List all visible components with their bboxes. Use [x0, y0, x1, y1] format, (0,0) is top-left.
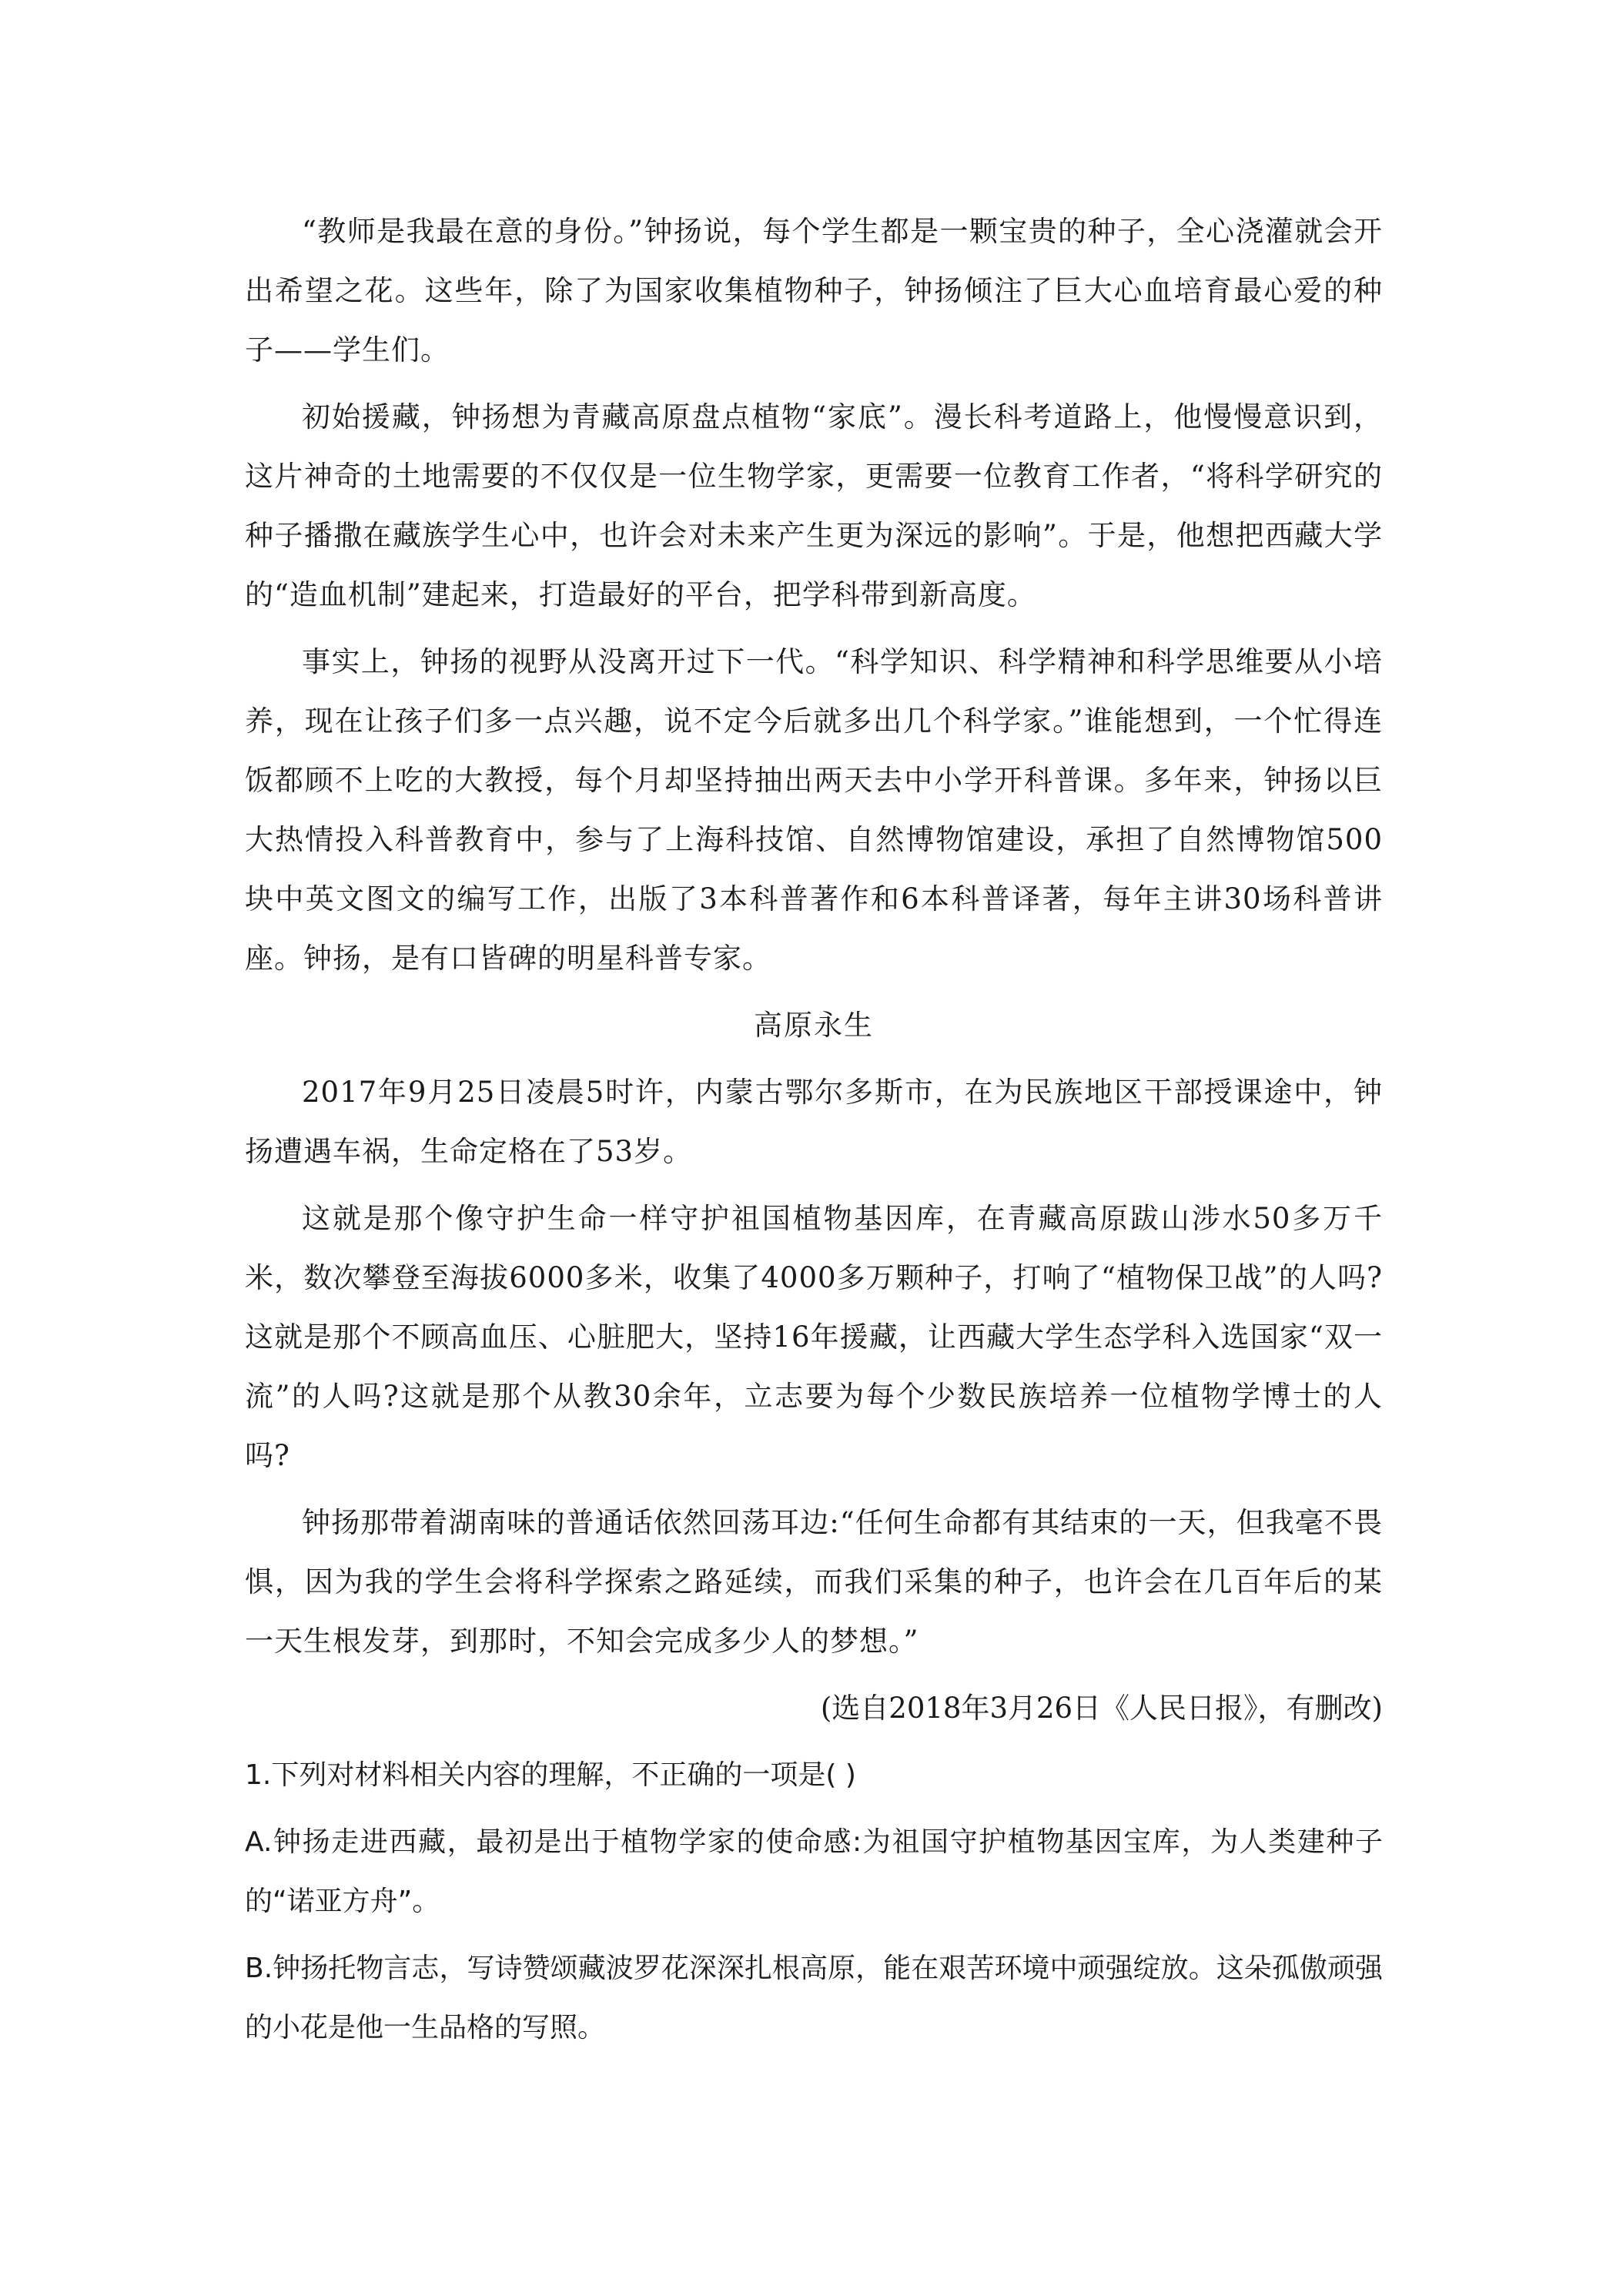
- section-heading: 高原永生: [754, 1009, 874, 1042]
- paragraph-accident: 2017年9月25日凌晨5时许，内蒙古鄂尔多斯市，在为民族地区干部授课途中，钟扬遭遇车祸，生命定格在了53岁。: [245, 1076, 1383, 1168]
- paragraph-quote: 钟扬那带着湖南味的普通话依然回荡耳边:“任何生命都有其结束的一天，但我毫不畏惧，因为我的学生会将科学探索之路延续，而我们采集的种子，也许会在几百年后的某一天生根发芽，到那时，不知会完成多少人的梦想。”: [245, 1506, 1383, 1658]
- paragraph-aid-tibet: 初始援藏，钟扬想为青藏高原盘点植物“家底”。漫长科考道路上，他慢慢意识到，这片神奇的土地需要的不仅仅是一位生物学家，更需要一位教育工作者，“将科学研究的种子播撒在藏族学生心中，也许会对未来产生更为深远的影响”。于是，他想把西藏大学的“造血机制”建起来，打造最好的平台，把学科带到新高度。: [245, 400, 1383, 611]
- question-stem: 1.下列对材料相关内容的理解，不正确的一项是( ): [245, 1759, 856, 1791]
- source-note: (选自2018年3月26日《人民日报》，有删改): [820, 1692, 1383, 1725]
- document-page: [245, 202, 1383, 2065]
- option-b: B.钟扬托物言志，写诗赞颂藏波罗花深深扎根高原，能在艰苦环境中顽强绽放。这朵孤傲顽强的小花是他一生品格的写照。: [245, 1953, 1383, 2043]
- paragraph-teacher-identity: “教师是我最在意的身份。”钟扬说，每个学生都是一颗宝贵的种子，全心浇灌就会开出希望之花。这些年，除了为国家收集植物种子，钟扬倾注了巨大心血培育最心爱的种子——学生们。: [245, 215, 1383, 366]
- option-a: A.钟扬走进西藏，最初是出于植物学家的使命感:为祖国守护植物基因宝库，为人类建种子的“诺亚方舟”。: [245, 1826, 1383, 1917]
- paragraph-questions: 这就是那个像守护生命一样守护祖国植物基因库，在青藏高原跋山涉水50多万千米，数次攀登至海拔6000多米，收集了4000多万颗种子，打响了“植物保卫战”的人吗?这就是那个不顾高血压、心脏肥大，坚持16年援藏，让西藏大学生态学科入选国家“双一流”的人吗?这就是那个从教30余年，立志要为每个少数民族培养一位植物学博士的人吗?: [245, 1202, 1383, 1472]
- paragraph-science-popularization: 事实上，钟扬的视野从没离开过下一代。“科学知识、科学精神和科学思维要从小培养，现在让孩子们多一点兴趣，说不定今后就多出几个科学家。”谁能想到，一个忙得连饭都顾不上吃的大教授，每个月却坚持抽出两天去中小学开科普课。多年来，钟扬以巨大热情投入科普教育中，参与了上海科技馆、自然博物馆建设，承担了自然博物馆500块中英文图文的编写工作，出版了3本科普著作和6本科普译著，每年主讲30场科普讲座。钟扬，是有口皆碑的明星科普专家。: [245, 645, 1383, 975]
